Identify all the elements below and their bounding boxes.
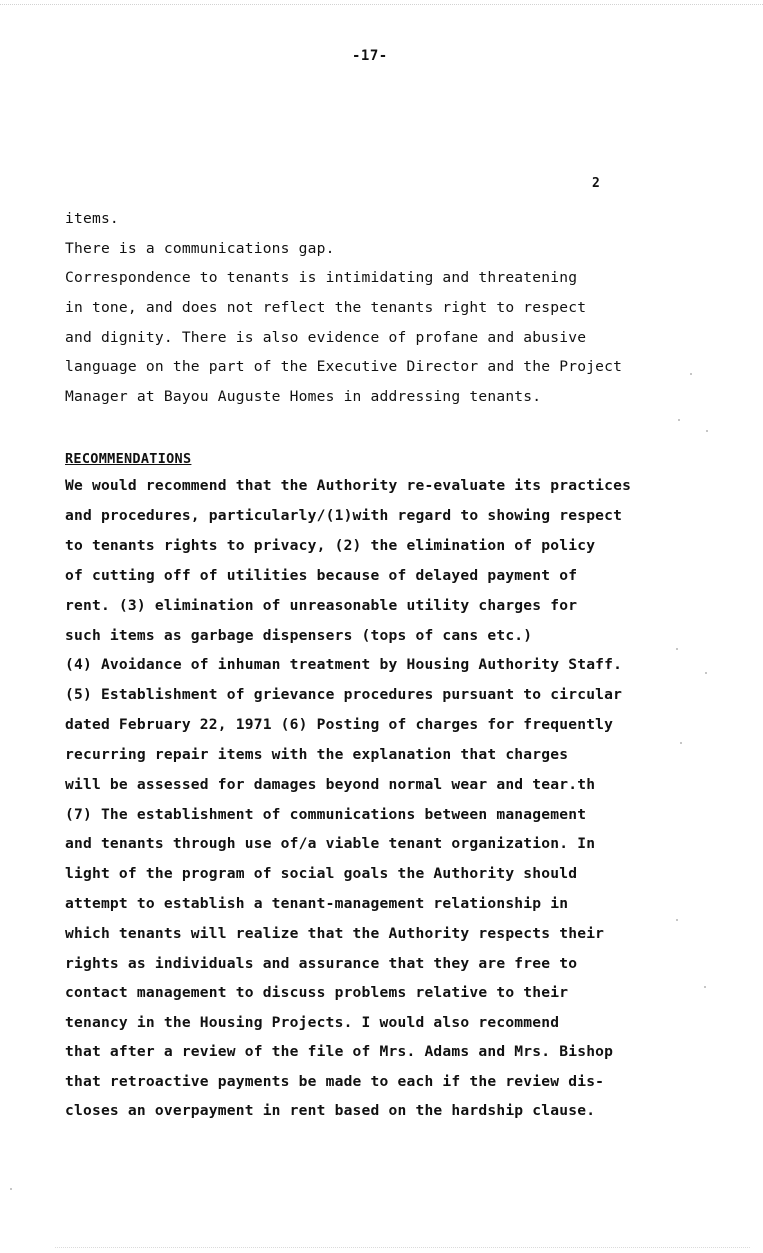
recommendation-line-11: will be assessed for damages beyond normal wear and tear.th <box>65 776 596 793</box>
page-number: -17- <box>352 48 388 64</box>
recommendation-line-19: tenancy in the Housing Projects. I would also recommend <box>65 1014 560 1031</box>
recommendation-line-1: We would recommend that the Authority re-evaluate its practices <box>65 477 632 494</box>
recommendation-line-18: contact management to discuss problems relative to their <box>65 984 569 1001</box>
recommendation-line-3: to tenants rights to privacy, (2) the elimination of policy <box>65 537 596 554</box>
recommendation-line-6: such items as garbage dispensers (tops of cans etc.) <box>65 627 533 644</box>
recommendation-line-15: attempt to establish a tenant-management relationship in <box>65 895 569 912</box>
recommendation-line-20: that after a review of the file of Mrs. Adams and Mrs. Bishop <box>65 1043 614 1060</box>
scan-mark <box>706 430 708 432</box>
scan-mark <box>680 742 682 744</box>
recommendation-line-2: and procedures, particularly/(1)with regard to showing respect <box>65 507 623 524</box>
recommendation-line-13: and tenants through use of/a viable tenant organization. In <box>65 835 596 852</box>
recommendation-line-5: rent. (3) elimination of unreasonable utility charges for <box>65 597 578 614</box>
body-line-4: in tone, and does not reflect the tenants right to respect <box>65 299 587 316</box>
body-line-1: items. <box>65 210 119 227</box>
scan-mark <box>678 419 680 421</box>
recommendation-line-8: (5) Establishment of grievance procedures pursuant to circular <box>65 686 623 703</box>
scan-mark <box>676 648 678 650</box>
scan-top-border <box>0 4 763 25</box>
recommendation-line-9: dated February 22, 1971 (6) Posting of charges for frequently <box>65 716 614 733</box>
recommendations-heading: RECOMMENDATIONS <box>65 451 192 467</box>
margin-number: 2 <box>592 176 600 191</box>
body-line-5: and dignity. There is also evidence of profane and abusive <box>65 329 587 346</box>
recommendation-line-17: rights as individuals and assurance that they are free to <box>65 955 578 972</box>
recommendation-line-7: (4) Avoidance of inhuman treatment by Housing Authority Staff. <box>65 656 623 673</box>
scan-mark <box>10 1188 12 1190</box>
recommendation-line-14: light of the program of social goals the Authority should <box>65 865 578 882</box>
scan-mark <box>690 373 692 375</box>
body-line-3: Correspondence to tenants is intimidating and threatening <box>65 269 578 286</box>
scan-mark <box>676 919 678 921</box>
recommendation-line-22: closes an overpayment in rent based on the hardship clause. <box>65 1102 596 1119</box>
recommendation-line-12: (7) The establishment of communications between management <box>65 806 587 823</box>
body-line-2: There is a communications gap. <box>65 240 335 257</box>
recommendation-line-21: that retroactive payments be made to each if the review dis- <box>65 1073 605 1090</box>
recommendation-line-4: of cutting off of utilities because of delayed payment of <box>65 567 578 584</box>
body-line-6: language on the part of the Executive Director and the Project <box>65 358 623 375</box>
scan-mark <box>705 672 707 674</box>
scan-mark <box>704 986 706 988</box>
recommendation-line-10: recurring repair items with the explanation that charges <box>65 746 569 763</box>
recommendation-line-16: which tenants will realize that the Authority respects their <box>65 925 605 942</box>
scan-bottom-border <box>55 1247 750 1248</box>
body-line-7: Manager at Bayou Auguste Homes in addressing tenants. <box>65 388 542 405</box>
